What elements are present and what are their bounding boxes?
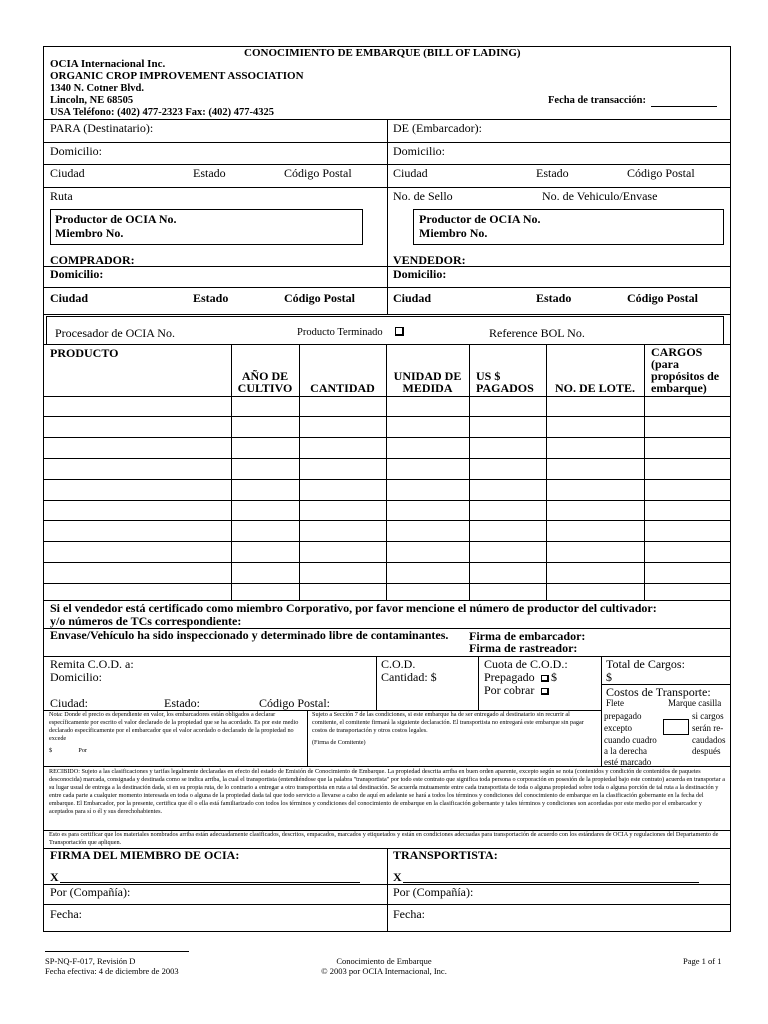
firma-x-right: X [393, 870, 402, 884]
nota-valor-exceed: $ Por [49, 747, 87, 754]
nota-valor: Nota: Donde el precio es dependiente en valor, los embarcadores están obligados a declarar específicamente por escrito el valor declarado de la propiedad que se ha acordado. Es por este medio declarado específicamente por el embarcador que el valor acordado o declarado de la propiedad no excede [49, 711, 299, 742]
footer-rule [45, 951, 189, 952]
por-compania-right: Por (Compañía): [393, 885, 474, 899]
fecha-right: Fecha: [393, 907, 425, 921]
left-productor-label: Productor de OCIA No. [55, 212, 177, 226]
firma-transportista-line[interactable] [403, 882, 699, 883]
transportista-label: TRANSPORTISTA: [393, 848, 498, 862]
right-productor-label: Productor de OCIA No. [419, 212, 541, 226]
total-cargos-dollar: $ [606, 670, 612, 684]
vendedor-cert-line1: Si el vendedor está certificado como miembro Corporativo, por favor mencione el número de productor del cultivador: [50, 601, 657, 615]
cod-cantidad-label: Cantidad: $ [381, 670, 437, 684]
firma-embarcador-label: Firma de embarcador: [469, 629, 586, 643]
prepagado-checkbox[interactable] [541, 675, 549, 682]
firma-miembro-label: FIRMA DEL MIEMBRO DE OCIA: [50, 848, 240, 862]
col-lote: NO. DE LOTE. [554, 381, 635, 395]
table-row[interactable] [43, 479, 731, 480]
table-row[interactable] [43, 416, 731, 417]
flete-label: Flete [606, 698, 624, 708]
transaction-date-label: Fecha de transacción: [548, 95, 646, 106]
para-ciudad-label: Ciudad [50, 166, 85, 180]
table-row[interactable] [43, 541, 731, 542]
col-ano-2: CULTIVO [237, 381, 293, 395]
marque-label: Marque casilla [668, 698, 722, 708]
col-us-2: PAGADOS [476, 381, 534, 395]
firma-x-left: X [50, 870, 59, 884]
seran: serán re- [692, 723, 724, 733]
nota-seccion7: Sujeto a Sección 7 de las condiciones, si este embarque ha de ser entregado al destinatario sin recurrir al comitente, el comitente firmará la siguiente declaración. El transportista no entregará este embarque sin pagar costos de transportación y otros costos legales. [312, 711, 584, 734]
producto-terminado-label: Producto Terminado [297, 327, 383, 338]
footer-fecha: Fecha efectiva: 4 de diciembre de 2003 [45, 966, 179, 976]
flete-checkbox-box[interactable] [663, 719, 689, 735]
vendedor-ciudad-label: Ciudad [393, 291, 432, 305]
caudados: caudados [692, 735, 726, 745]
table-row[interactable] [43, 458, 731, 459]
col-producto: PRODUCTO [50, 346, 119, 360]
este-marcado: esté marcado [604, 757, 652, 767]
firma-rastreador-label: Firma de rastreador: [469, 641, 578, 655]
cuando-cuadro: cuando cuadro [604, 735, 657, 745]
costos-transporte-label: Costos de Transporte: [606, 685, 711, 699]
para-cp-label: Código Postal [284, 166, 352, 180]
comprador-cp-label: Código Postal [284, 291, 356, 305]
left-miembro-label: Miembro No. [55, 226, 124, 240]
fecha-left: Fecha: [50, 907, 82, 921]
vendedor-label: VENDEDOR: [393, 253, 466, 267]
cod-cp-label: Código Postal: [259, 696, 331, 710]
despues: después [692, 746, 721, 756]
vendedor-domicilio-label: Domicilio: [393, 267, 447, 281]
firma-miembro-line[interactable] [60, 882, 360, 883]
col-ano-1: AÑO DE [241, 369, 289, 383]
transaction-date-field[interactable] [651, 106, 717, 107]
table-row[interactable] [43, 437, 731, 438]
vendedor-estado-label: Estado [536, 291, 572, 305]
col-cargos-2: (para [651, 357, 679, 371]
comprador-label: COMPRADOR: [50, 253, 135, 267]
cod-domicilio-label: Domicilio: [50, 670, 102, 684]
org-phone: USA Teléfono: (402) 477-2323 Fax: (402) 477-4325 [50, 107, 274, 118]
org-address: 1340 N. Cotner Blvd. [50, 83, 145, 94]
certifica-terms: Esto es para certificar que los materiales nombrados arriba están adecuadamente clasificados, descritos, empacados, marcados y etiquetados y están en condiciones adecuadas para transportación de acuerdo con los estándares de OCIA y regulaciones del Departamento de Transportación que apliquen. [49, 831, 719, 846]
firma-comitente: (Firma de Comitente) [312, 739, 366, 746]
excepto: excepto [604, 723, 632, 733]
procesador-label: Procesador de OCIA No. [55, 326, 175, 340]
prepagado-dollar: $ [551, 670, 557, 684]
form-title: CONOCIMIENTO DE EMBARQUE (BILL OF LADING) [244, 47, 521, 59]
cod-estado-label: Estado: [164, 696, 200, 710]
comprador-ciudad-label: Ciudad [50, 291, 89, 305]
remita-cod-label: Remita C.O.D. a: [50, 657, 134, 671]
col-cargos-1: CARGOS [651, 345, 703, 359]
org-fullname: ORGANIC CROP IMPROVEMENT ASSOCIATION [50, 70, 304, 82]
col-unidad-2: MEDIDA [402, 381, 453, 395]
vehiculo-label: No. de Vehiculo/Envase [542, 189, 658, 203]
cod-ciudad-label: Ciudad: [50, 696, 88, 710]
vendedor-cp-label: Código Postal [627, 291, 699, 305]
table-row[interactable] [43, 520, 731, 521]
org-name: OCIA Internacional Inc. [50, 58, 166, 70]
ruta-label: Ruta [50, 189, 73, 203]
de-domicilio-label: Domicilio: [393, 144, 445, 158]
de-label: DE (Embarcador): [393, 121, 482, 135]
comprador-estado-label: Estado [193, 291, 229, 305]
cuota-cod-label: Cuota de C.O.D.: [484, 657, 568, 671]
footer-copyright: © 2003 por OCIA Internacional, Inc. [321, 966, 447, 976]
prepagado2: prepagado [604, 711, 642, 721]
col-unidad-1: UNIDAD DE [393, 369, 462, 383]
de-estado-label: Estado [536, 166, 569, 180]
table-row[interactable] [43, 562, 731, 563]
a-la-derecha: a la derecha [604, 746, 647, 756]
table-row[interactable] [43, 583, 731, 584]
recibido-terms: RECIBIDO: Sujeto a las clasificaciones y tarifas legalmente declaradas en efecto del estado de Emisión de Conocimiento de Embarque. La propiedad descrita arriba en buen orden aparente, excepto según se nota (contenidos y condición de contenidos de paquetes desconocida) marcada, consignada y destinada como se indica arriba, la cual el transportista (entendiéndose que la palabra "transportista" por todo este contrato que significa toda persona o corporación en posesión de la propiedad bajo este contrato) acuerda en transportar a su lugar usual de entrega a la destinación dada, si en su propia ruta, de lo contrario a entregar a otro transportista en ruta a tal destinación. Se acuerda mutuamente entre cada transportista de toda o alguna propiedad sobre toda o alguna porción de tal ruta a la destinación y entre cada parte a cualquier momento interesada en toda o alguna de la propiedad dada tal que todo servicio a llevarse a cabo de aquí en adelante se hará a todos los términos y condiciones del conocimiento de embarque en la clasificación gobernante en la fecha del embarque. El Embarcador, por la presente, certifica que él o ella está familiarizado con todos los términos y condiciones del conocimiento de embarque en la clasificación gobernante y tales términos y condiciones son acordadas por este medio por el embarcador y aceptados para sí o él y sus derechohabientes. [49, 768, 725, 815]
de-ciudad-label: Ciudad [393, 166, 428, 180]
footer-doc-name: Conocimiento de Embarque [336, 956, 432, 966]
por-cobrar-checkbox[interactable] [541, 688, 549, 695]
cod-label: C.O.D. [381, 657, 416, 671]
col-us-1: US $ [476, 369, 501, 383]
reference-bol-label: Reference BOL No. [489, 326, 585, 340]
table-row[interactable] [43, 500, 731, 501]
org-city: Lincoln, NE 68505 [50, 95, 134, 106]
para-domicilio-label: Domicilio: [50, 144, 102, 158]
para-estado-label: Estado [193, 166, 226, 180]
vendedor-cert-line2: y/o números de TCs correspondiente: [50, 614, 242, 628]
footer-page: Page 1 of 1 [683, 956, 722, 966]
producto-terminado-checkbox[interactable] [395, 327, 404, 336]
de-cp-label: Código Postal [627, 166, 695, 180]
envase-inspeccion: Envase/Vehículo ha sido inspeccionado y determinado libre de contaminantes. [50, 628, 449, 642]
footer-code: SP-NQ-F-017, Revisión D [45, 956, 136, 966]
por-compania-left: Por (Compañía): [50, 885, 131, 899]
prepagado-label: Prepagado [484, 670, 535, 684]
si-cargos: si cargos [692, 711, 724, 721]
sello-label: No. de Sello [393, 189, 453, 203]
por-cobrar-label: Por cobrar [484, 683, 535, 697]
total-cargos-label: Total de Cargos: [606, 657, 685, 671]
para-label: PARA (Destinatario): [50, 121, 154, 135]
col-cargos-3: propósitos de [651, 369, 720, 383]
col-cantidad: CANTIDAD [310, 381, 375, 395]
comprador-domicilio-label: Domicilio: [50, 267, 104, 281]
right-miembro-label: Miembro No. [419, 226, 488, 240]
col-cargos-4: embarque) [651, 381, 707, 395]
